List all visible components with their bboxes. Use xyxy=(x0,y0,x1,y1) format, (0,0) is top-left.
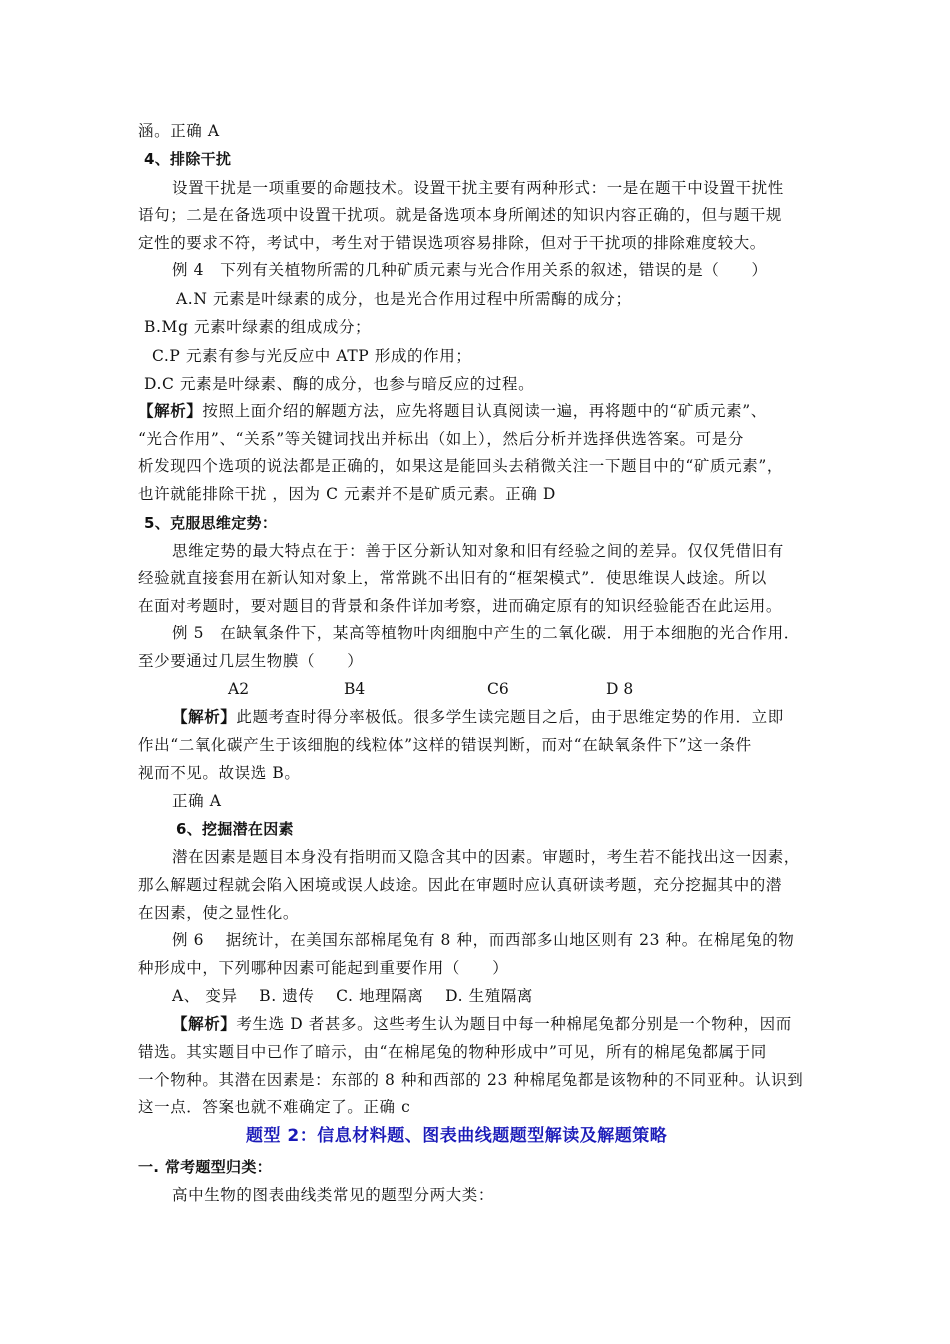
option-c: C6 xyxy=(487,680,509,698)
example-question: 至少要通过几层生物膜（ ） xyxy=(138,652,364,670)
paragraph-line: 语句；二是在备选项中设置干扰项。就是备选项本身所阐述的知识内容正确的，但与题干规 xyxy=(138,206,783,224)
analysis-line xyxy=(172,706,784,728)
analysis-line xyxy=(172,1013,792,1035)
paragraph-line: 经验就直接套用在新认知对象上，常常跳不出旧有的“框架模式”．使思维误人歧途。所以 xyxy=(138,569,767,587)
analysis-tag: 【解析】 xyxy=(138,402,203,420)
example-question: 例 6 据统计，在美国东部棉尾兔有 8 种，而西部多山地区则有 23 种。在棉尾兔的物 xyxy=(172,931,795,949)
section-heading: 一. 常考题型归类： xyxy=(138,1158,272,1176)
option-c: C.P 元素有参与光反应中 ATP 形成的作用； xyxy=(152,347,472,365)
option-a: A2 xyxy=(228,680,250,698)
option-d: D.C 元素是叶绿素、酶的成分，也参与暗反应的过程。 xyxy=(144,375,535,393)
paragraph-line: 这一点．答案也就不难确定了。正确 c xyxy=(138,1098,411,1116)
paragraph-line: 那么解题过程就会陷入困境或误人歧途。因此在审题时应认真研读考题，充分挖掘其中的潜 xyxy=(138,876,783,894)
paragraph-line: 一个物种。其潜在因素是：东部的 8 种和西部的 23 种棉尾兔都是该物种的不同亚种。认识到 xyxy=(138,1071,804,1089)
paragraph-line: 定性的要求不符，考试中，考生对于错误选项容易排除，但对于干扰项的排除难度较大。 xyxy=(138,234,766,252)
paragraph-line: 高中生物的图表曲线类常见的题型分两大类： xyxy=(172,1186,495,1204)
option-d: D 8 xyxy=(606,680,634,698)
option-a: A.N 元素是叶绿素的成分，也是光合作用过程中所需酶的成分； xyxy=(176,290,632,308)
analysis-tag: 【解析】 xyxy=(172,1015,237,1033)
section-heading: 6、挖掘潜在因素 xyxy=(176,820,294,838)
paragraph-line: 析发现四个选项的说法都是正确的，如果这是能回头去稍微关注一下题目中的“矿质元素”， xyxy=(138,457,783,475)
option-b: B.Mg 元素叶绿素的组成成分； xyxy=(144,318,372,336)
paragraph-line: 潜在因素是题目本身没有指明而又隐含其中的因素。审题时，考生若不能找出这一因素， xyxy=(172,848,800,866)
paragraph-line: 思维定势的最大特点在于：善于区分新认知对象和旧有经验之间的差异。仅仅凭借旧有 xyxy=(172,542,784,560)
paragraph-line: 在面对考题时，要对题目的背景和条件详加考察，进而确定原有的知识经验能否在此运用。 xyxy=(138,597,783,615)
paragraph-line: 在因素，使之显性化。 xyxy=(138,904,300,922)
analysis-text: 考生选 D 者甚多。这些考生认为题目中每一种棉尾兔都分别是一个物种，因而 xyxy=(236,1015,792,1033)
analysis-text: 按照上面介绍的解题方法，应先将题目认真阅读一遍，再将题中的“矿质元素”、 xyxy=(202,402,767,420)
paragraph-line: 作出“二氧化碳产生于该细胞的线粒体”这样的错误判断，而对“在缺氧条件下”这一条件 xyxy=(138,736,752,754)
example-question: 种形成中，下列哪种因素可能起到重要作用（ ） xyxy=(138,959,509,977)
paragraph-line: 视而不见。故误选 B。 xyxy=(138,764,301,782)
paragraph-line: 设置干扰是一项重要的命题技术。设置干扰主要有两种形式：一是在题干中设置干扰性 xyxy=(172,179,784,197)
analysis-text: 此题考查时得分率极低。很多学生读完题目之后，由于思维定势的作用．立即 xyxy=(236,708,784,726)
section-heading: 4、排除干扰 xyxy=(144,150,232,168)
example-question: 例 4 下列有关植物所需的几种矿质元素与光合作用关系的叙述，错误的是（ ） xyxy=(172,261,768,279)
options-line: A、 变异 B. 遗传 C. 地理隔离 D. 生殖隔离 xyxy=(172,987,534,1005)
text-line: 涵。正确 A xyxy=(138,122,220,140)
answer-line: 正确 A xyxy=(172,792,222,810)
analysis-line xyxy=(138,400,767,422)
paragraph-line: 错选。其实题目中已作了暗示，由“在棉尾兔的物种形成中”可见，所有的棉尾兔都属于同 xyxy=(138,1043,767,1061)
analysis-tag: 【解析】 xyxy=(172,708,237,726)
paragraph-line: 也许就能排除干扰 ，因为 C 元素并不是矿质元素。正确 D xyxy=(138,485,556,503)
example-question: 例 5 在缺氧条件下，某高等植物叶肉细胞中产生的二氧化碳．用于本细胞的光合作用． xyxy=(172,624,800,642)
option-b: B4 xyxy=(344,680,366,698)
paragraph-line: “光合作用”、“关系”等关键词找出并标出（如上），然后分析并选择供选答案。可是分 xyxy=(138,430,744,448)
section-heading: 5、克服思维定势： xyxy=(144,514,278,532)
chapter-title: 题型 2：信息材料题、图表曲线题题型解读及解题策略 xyxy=(246,1126,668,1146)
